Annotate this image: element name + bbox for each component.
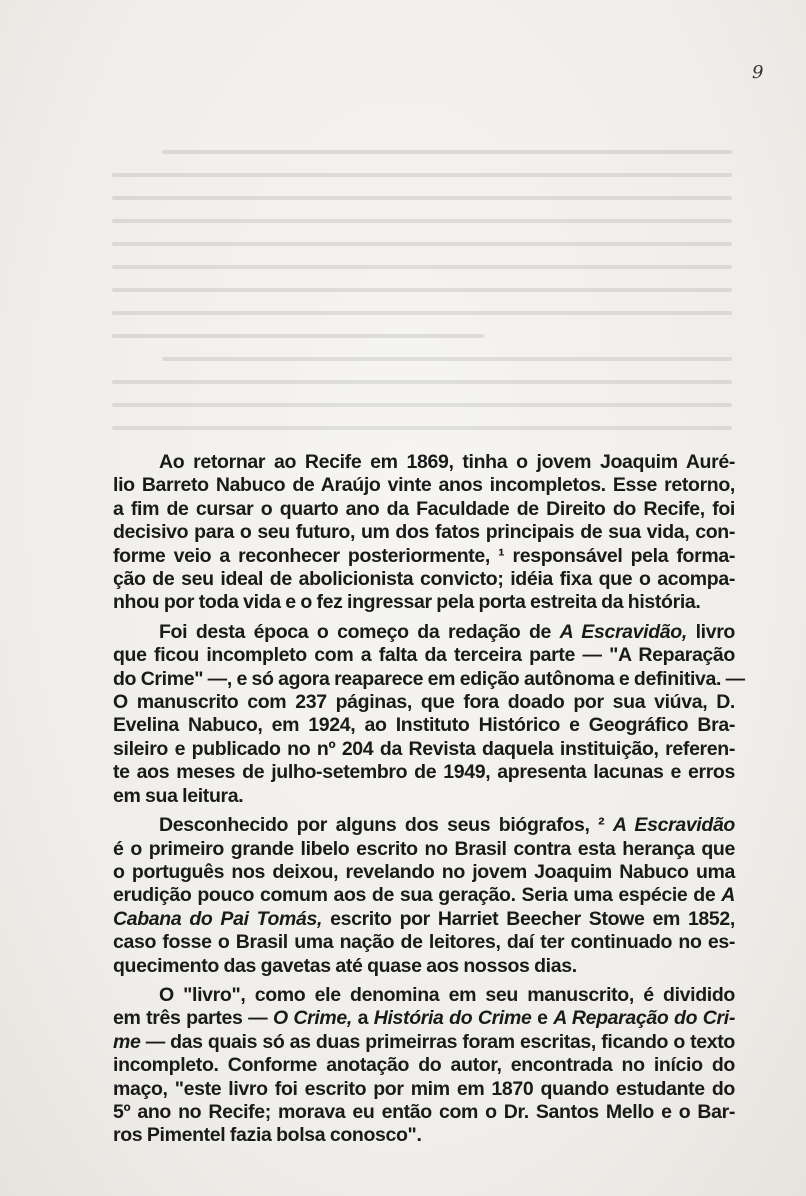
text-line: quecimento das gavetas até quase aos nossos dias. — [113, 954, 577, 977]
part-title: O Crime, — [272, 1007, 352, 1030]
show-through-text — [112, 150, 732, 470]
text-line: forme veio a reconhecer posteriormente, ¹ responsável pela forma- — [113, 544, 735, 567]
text-segment: erudição pouco comum aos de sua geração. Seria uma espécie de — [113, 884, 722, 907]
text-line: maço, "este livro foi escrito por mim em 1870 quando estudante do — [113, 1077, 735, 1100]
text-line: do Crime" —, e só agora reaparece em edição autônoma e definitiva. — — [113, 667, 745, 690]
text-line: Evelina Nabuco, em 1924, ao Instituto Histórico e Geográfico Bra- — [113, 714, 735, 737]
page-number: 9 — [752, 62, 764, 83]
text-line — [113, 814, 735, 837]
text-line: O "livro", como ele denomina em seu manuscrito, é dividido — [159, 983, 735, 1006]
text-line: a fim de cursar o quarto ano da Faculdade de Direito do Recife, foi — [113, 497, 735, 520]
text-line — [113, 1031, 735, 1054]
text-line: decisivo para o seu futuro, um dos fatos principais de sua vida, con- — [113, 521, 735, 544]
text-line: é o primeiro grande libelo escrito no Brasil contra esta herança que — [113, 837, 735, 860]
text-line: que ficou incompleto com a falta da terceira parte — "A Reparação — [113, 644, 735, 667]
text-segment: em três partes — — [113, 1007, 273, 1030]
part-title: História do Crime — [373, 1007, 532, 1030]
part-title: me — [113, 1030, 141, 1053]
text-segment: Desconhecido por alguns dos seus biógrafos, ² — [159, 814, 613, 837]
book-title: A Escravidão — [612, 814, 735, 837]
text-line: sileiro e publicado no nº 204 da Revista daquela instituição, referen- — [113, 737, 735, 760]
text-segment: e — [531, 1007, 554, 1030]
text-line: ros Pimentel fazia bolsa conosco". — [113, 1124, 422, 1147]
text-line: te aos meses de julho-setembro de 1949, apresenta lacunas e erros — [113, 761, 735, 784]
text-segment: escrito por Harriet Beecher Stowe em 1852, — [322, 907, 735, 930]
text-segment: livro — [686, 620, 735, 643]
book-title: A Escravidão, — [559, 620, 687, 643]
text-line: em sua leitura. — [113, 784, 244, 807]
text-segment: — das quais só as duas primeirras foram escritas, ficando o texto — [140, 1030, 735, 1053]
body-text — [113, 451, 745, 1148]
book-title: Cabana do Pai Tomás, — [113, 907, 323, 930]
text-line: 5º ano no Recife; morava eu então com o Dr. Santos Mello e o Bar- — [113, 1100, 735, 1123]
text-line: o português nos deixou, revelando no jovem Joaquim Nabuco uma — [113, 860, 735, 883]
text-segment: a — [352, 1007, 374, 1030]
text-line — [113, 908, 735, 931]
text-line — [113, 621, 735, 644]
text-line: Ao retornar ao Recife em 1869, tinha o jovem Joaquim Auré- — [159, 451, 735, 473]
book-title: A — [721, 884, 735, 907]
part-title: A Reparação do Cri- — [553, 1007, 735, 1030]
text-segment: Foi desta época o começo da redação de — [159, 620, 560, 643]
text-line: nhou por toda vida e o fez ingressar pela porta estreita da história. — [113, 591, 701, 614]
text-line: ção de seu ideal de abolicionista convicto; idéia fixa que o acompa- — [113, 568, 735, 591]
text-line — [113, 1007, 735, 1030]
text-line: incompleto. Conforme anotação do autor, encontrada no início do — [113, 1054, 735, 1077]
text-line: O manuscrito com 237 páginas, que fora doado por sua viúva, D. — [113, 691, 735, 714]
text-line: lio Barreto Nabuco de Araújo vinte anos incompletos. Esse retorno, — [113, 474, 735, 497]
text-line: caso fosse o Brasil uma nação de leitores, daí ter continuado no es- — [113, 931, 735, 954]
text-line — [113, 884, 735, 907]
